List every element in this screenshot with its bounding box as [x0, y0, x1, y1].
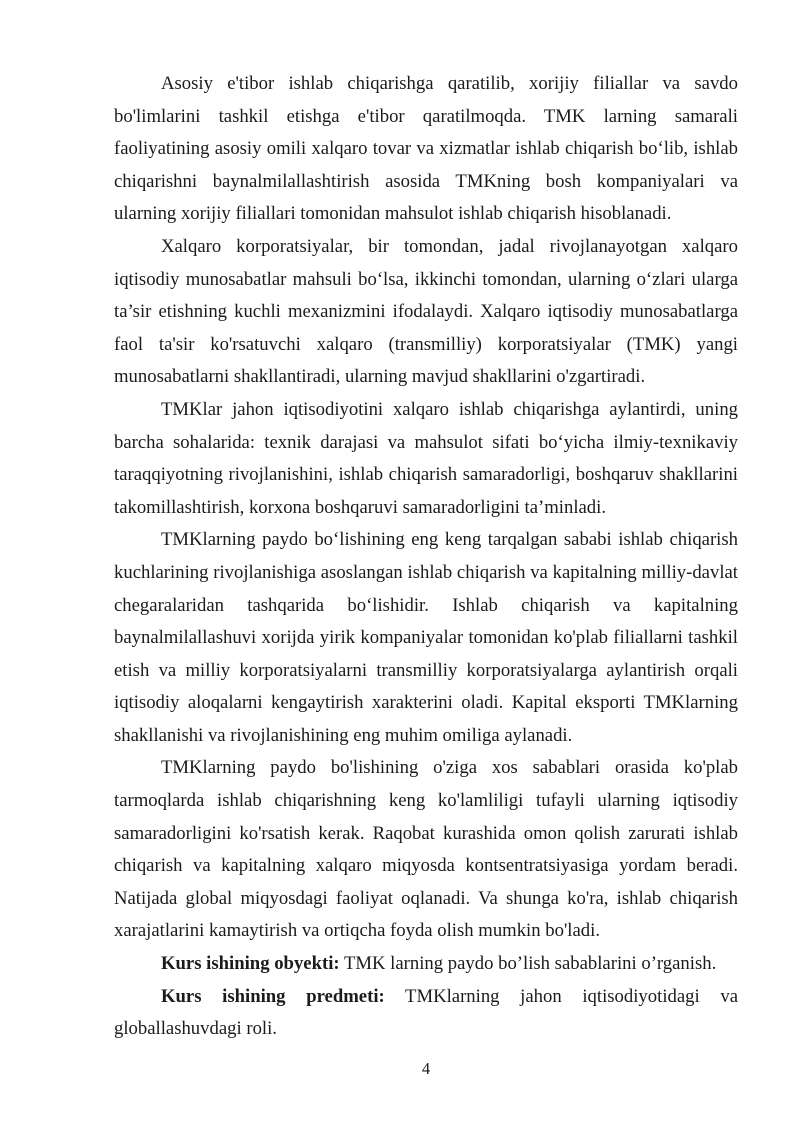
paragraph-course-subject	[114, 981, 738, 1046]
course-object-label: Kurs ishining obyekti:	[161, 953, 340, 975]
paragraph-tmk-emergence-reason: TMKlarning paydo boʻlishining eng keng tarqalgan sababi ishlab chiqarish kuchlarining rivojlanishiga asoslangan ishlab chiqarish va kapitalning milliy-davlat chegaralaridan tashqarida boʻlishidir. Ishlab chiqarish va kapitalning baynalmilallashuvi xorijda yirik kompaniyalar tomonidan ko'plab filiallarni tashkil etish va milliy korporatsiyalarni transmilliy korporatsiyalarga aylantirish orqali iqtisodiy aloqalarni kengaytirish xarakterini oladi. Kapital eksporti TMKlarning shakllanishi va rivojlanishining eng muhim omiliga aylanadi.	[114, 529, 738, 746]
page-number: 4	[421, 1059, 431, 1078]
course-object-text: TMK larning paydo bo’lish sabablarini o’rganish.	[339, 953, 717, 975]
course-subject-text: TMKlarning jahon iqtisodiyotidagi va globallashuvdagi roli.	[114, 985, 738, 1040]
paragraph-course-object	[114, 948, 738, 981]
paragraph-tmk-specific-reasons: TMKlarning paydo bo'lishining o'ziga xos sabablari orasida ko'plab tarmoqlarda ishlab chiqarishning keng ko'lamliligi tufayli ularning iqtisodiy samaradorligini ko'rsatish kerak. Raqobat kurashida omon qolish zarurati ishlab chiqarish va kapitalning xalqaro miqyosda kontsentratsiyasiga yordam beradi. Natijada global miqyosdagi faoliyat oqlanadi. Va shunga ko'ra, ishlab chiqarish xarajatlarini kamaytirish va ortiqcha foyda olish mumkin bo'ladi.	[114, 757, 738, 942]
course-subject-label: Kurs ishining predmeti:	[161, 985, 385, 1007]
paragraph-international-corporations: Xalqaro korporatsiyalar, bir tomondan, jadal rivojlanayotgan xalqaro iqtisodiy munosabatlar mahsuli boʻlsa, ikkinchi tomondan, ularning oʻzlari ularga ta’sir etishning kuchli mexanizmini ifodalaydi. Xalqaro iqtisodiy munosabatlarga faol ta'sir ko'rsatuvchi xalqaro (transmilliy) korporatsiyalar (TMK) yangi munosabatlarni shakllantiradi, ularning mavjud shakllarini o'zgartiradi.	[114, 235, 738, 388]
paragraph-production-focus: Asosiy e'tibor ishlab chiqarishga qaratilib, xorijiy filiallar va savdo bo'limlarini tashkil etishga e'tibor qaratilmoqda. TMK larning samarali faoliyatining asosiy omili xalqaro tovar va xizmatlar ishlab chiqarish boʻlib, ishlab chiqarishni baynalmilallashtirish asosida TMKning bosh kompaniyalari va ularning xorijiy filiallari tomonidan mahsulot ishlab chiqarish hisoblanadi.	[114, 73, 738, 225]
text-block	[114, 68, 738, 1046]
paragraph-tmk-world-economy: TMKlar jahon iqtisodiyotini xalqaro ishlab chiqarishga aylantirdi, uning barcha sohalarida: texnik darajasi va mahsulot sifati boʻyicha ilmiy-texnikaviy taraqqiyotning rivojlanishini, ishlab chiqarish samaradorligi, boshqaruv shakllarini takomillashtirish, korxona boshqaruvi samaradorligini ta’minladi.	[114, 398, 738, 518]
